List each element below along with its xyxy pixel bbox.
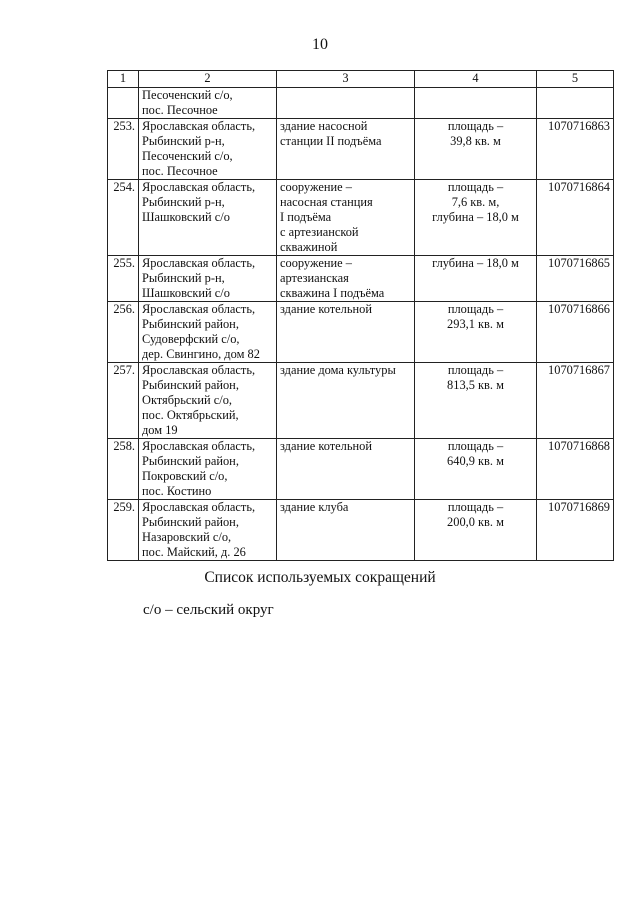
object-cell: сооружение – насосная станция I подъёма с артезианской скважиной xyxy=(277,180,415,256)
code-cell: 1070716864 xyxy=(537,180,614,256)
characteristic-cell: площадь – 813,5 кв. м xyxy=(415,363,537,439)
row-number-cell: 254. xyxy=(108,180,139,256)
address-cell: Ярославская область, Рыбинский р-н, Шашковский с/о xyxy=(139,256,277,302)
code-cell: 1070716869 xyxy=(537,500,614,561)
characteristic-cell: глубина – 18,0 м xyxy=(415,256,537,302)
object-cell: здание клуба xyxy=(277,500,415,561)
characteristic-cell: площадь – 200,0 кв. м xyxy=(415,500,537,561)
address-cell: Ярославская область, Рыбинский район, Октябрьский с/о, пос. Октябрьский, дом 19 xyxy=(139,363,277,439)
table-row xyxy=(108,88,614,119)
row-number-cell: 258. xyxy=(108,439,139,500)
code-cell: 1070716863 xyxy=(537,119,614,180)
property-table xyxy=(107,70,614,561)
object-cell: здание дома культуры xyxy=(277,363,415,439)
row-number-cell: 255. xyxy=(108,256,139,302)
code-cell: 1070716865 xyxy=(537,256,614,302)
page-number: 10 xyxy=(312,36,328,53)
object-cell xyxy=(277,88,415,119)
table-row xyxy=(108,302,614,363)
characteristic-cell xyxy=(415,88,537,119)
table-row xyxy=(108,439,614,500)
characteristic-cell: площадь – 293,1 кв. м xyxy=(415,302,537,363)
abbreviations-heading: Список используемых сокращений xyxy=(204,569,436,586)
table-row xyxy=(108,500,614,561)
table-header-row xyxy=(108,71,614,88)
row-number-cell: 259. xyxy=(108,500,139,561)
address-cell: Ярославская область, Рыбинский р-н, Песоченский с/о, пос. Песочное xyxy=(139,119,277,180)
code-cell: 1070716868 xyxy=(537,439,614,500)
code-cell: 1070716867 xyxy=(537,363,614,439)
column-header: 5 xyxy=(537,71,614,88)
table-row xyxy=(108,119,614,180)
row-number-cell: 257. xyxy=(108,363,139,439)
address-cell: Ярославская область, Рыбинский р-н, Шашковский с/о xyxy=(139,180,277,256)
object-cell: сооружение – артезианская скважина I подъёма xyxy=(277,256,415,302)
address-cell: Песоченский с/о, пос. Песочное xyxy=(139,88,277,119)
column-header: 1 xyxy=(108,71,139,88)
object-cell: здание котельной xyxy=(277,439,415,500)
characteristic-cell: площадь – 640,9 кв. м xyxy=(415,439,537,500)
code-cell: 1070716866 xyxy=(537,302,614,363)
table-row xyxy=(108,256,614,302)
characteristic-cell: площадь – 39,8 кв. м xyxy=(415,119,537,180)
characteristic-cell: площадь – 7,6 кв. м, глубина – 18,0 м xyxy=(415,180,537,256)
column-header: 3 xyxy=(277,71,415,88)
row-number-cell: 256. xyxy=(108,302,139,363)
table-row xyxy=(108,180,614,256)
column-header: 4 xyxy=(415,71,537,88)
address-cell: Ярославская область, Рыбинский район, Назаровский с/о, пос. Майский, д. 26 xyxy=(139,500,277,561)
object-cell: здание котельной xyxy=(277,302,415,363)
address-cell: Ярославская область, Рыбинский район, Покровский с/о, пос. Костино xyxy=(139,439,277,500)
code-cell xyxy=(537,88,614,119)
row-number-cell xyxy=(108,88,139,119)
row-number-cell: 253. xyxy=(108,119,139,180)
object-cell: здание насосной станции II подъёма xyxy=(277,119,415,180)
address-cell: Ярославская область, Рыбинский район, Судоверфский с/о, дер. Свингино, дом 82 xyxy=(139,302,277,363)
abbreviation-entry: с/о – сельский округ xyxy=(143,602,274,618)
table-row xyxy=(108,363,614,439)
column-header: 2 xyxy=(139,71,277,88)
